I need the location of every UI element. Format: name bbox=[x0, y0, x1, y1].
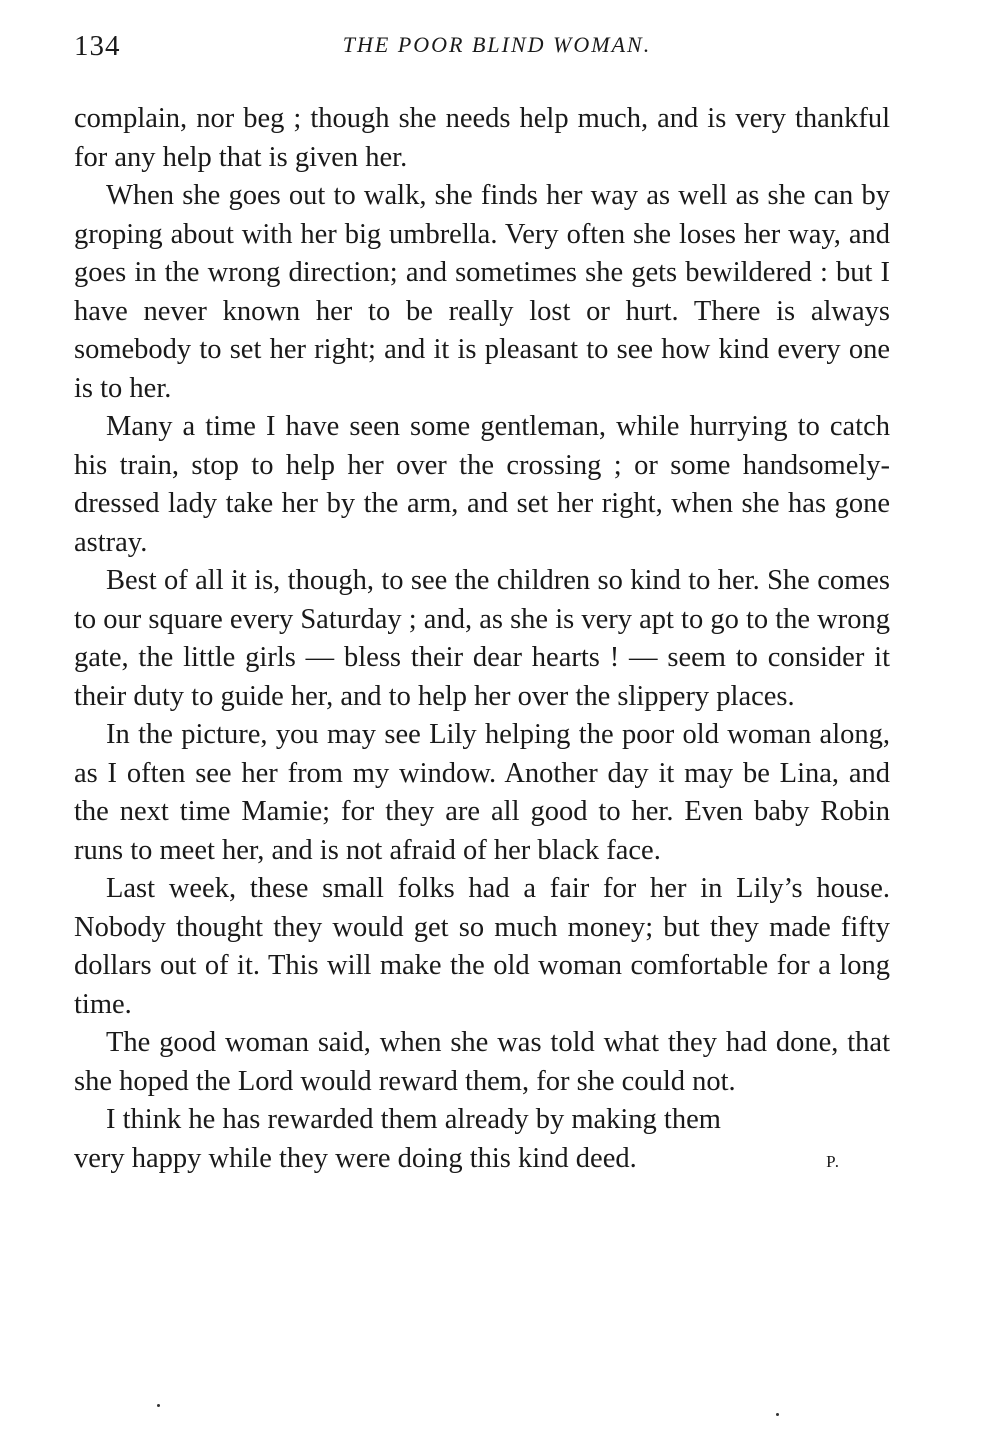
paper-speck-left bbox=[157, 1404, 160, 1407]
paragraph-5: In the picture, you may see Lily helping the poor old woman along, as I often see her from my window. Another day it may be Lina, and the next time Mamie; for they are all good to her. Even baby Robin runs to meet her, and is not afraid of her black face. bbox=[74, 719, 890, 866]
paper-speck-right bbox=[776, 1413, 779, 1416]
paragraph-2: When she goes out to walk, she finds her way as well as she can by groping about with her big umbrella. Very often she loses her way, and goes in the wrong direction; and sometimes she gets bewildered : but I have never known her to be really lost or hurt. There is always somebody to set her right; and it is pleasant to see how kind every one is to her. bbox=[74, 180, 890, 404]
paragraph-1: complain, nor beg ; though she needs help much, and is very thankful for any help that is given her. bbox=[74, 103, 890, 173]
paragraph-7: The good woman said, when she was told what they had done, that she hoped the Lord would reward them, for she could not. bbox=[74, 1027, 890, 1097]
paragraph-6: Last week, these small folks had a fair for her in Lily’s house. Nobody thought they would get so much money; but they made fifty dollars out of it. This will make the old woman comfortable for a long time. bbox=[74, 873, 890, 1020]
paragraph-4: Best of all it is, though, to see the children so kind to her. She comes to our square every Saturday ; and, as she is very apt to go to the wrong gate, the little girls — bless their dear hearts ! — seem to consider it their duty to guide her, and to help her over the slippery places. bbox=[74, 565, 891, 712]
running-head: THE POOR BLIND WOMAN. bbox=[342, 32, 652, 57]
paragraph-3: Many a time I have seen some gentleman, while hurrying to catch his train, stop to help her over the crossing ; or some handsomely-dressed lady take her by the arm, and set her right, when she has gone astray. bbox=[74, 411, 890, 558]
body-text bbox=[74, 100, 890, 1181]
page-header bbox=[74, 30, 890, 70]
paragraph-8-line-1: I think he has rewarded them already by making them bbox=[106, 1104, 721, 1135]
paragraph-8-line-2 bbox=[74, 1140, 890, 1182]
author-signature: P. bbox=[826, 1151, 840, 1171]
final-line-text: very happy while they were doing this kind deed. bbox=[74, 1142, 637, 1174]
page-number: 134 bbox=[74, 30, 121, 62]
